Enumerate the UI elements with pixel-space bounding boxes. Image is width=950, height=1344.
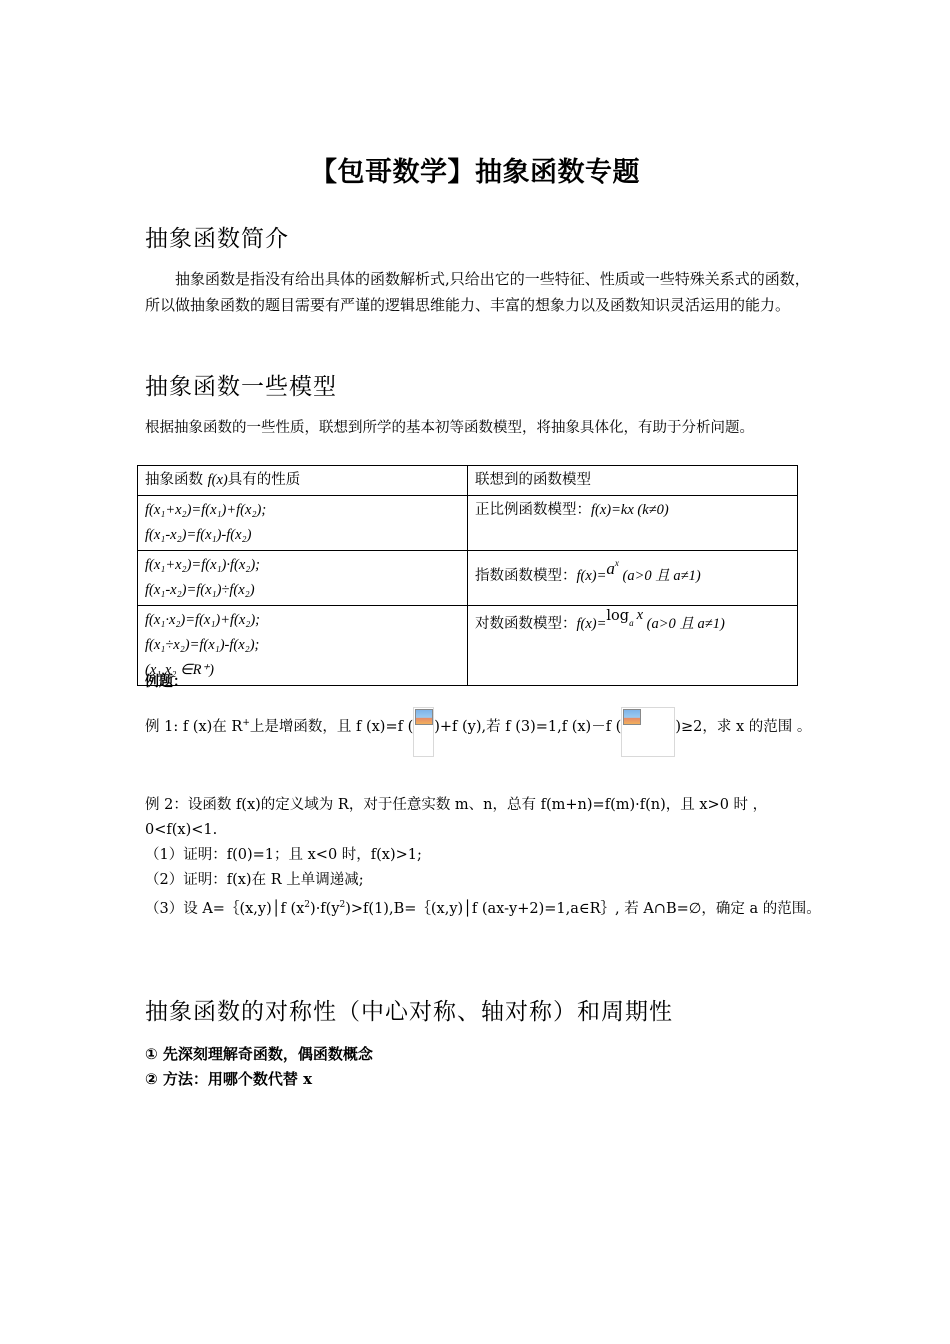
table-cell-properties: f(x₁+x₂)=f(x₁)+f(x₂); f(x₁-x₂)=f(x₁)-f(x₂) — [138, 496, 468, 551]
section-heading-models: 抽象函数一些模型 — [145, 374, 337, 400]
table-row — [138, 606, 798, 686]
models-paragraph: 根据抽象函数的一些性质，联想到所学的基本初等函数模型，将抽象具体化，有助于分析问题。 — [145, 420, 754, 436]
example-2-line-2: 0<f(x)<1. — [145, 822, 218, 838]
table-row — [138, 496, 798, 551]
table-cell-model: 指数函数模型：$f(x)=a^x$ (a>0 且 a≠1) — [468, 551, 798, 606]
example-2-part-3: （3）设 A=｛(x,y)│f $(x^2)\cdot f(y^2)>f(1),B=\{(x,y)│f$ (ax-y+2)=1,a∈R｝, 若 A∩B=∅，确定 a 的范围。 — [145, 900, 821, 917]
intro-paragraph: 抽象函数是指没有给出具体的函数解析式,只给出它的一些特征、性质或一些特殊关系式的函数，所以做抽象函数的题目需要有严谨的逻辑思维能力、丰富的想象力以及函数知识灵活运用的能力。 — [145, 270, 810, 314]
table-cell-properties: f(x₁+x₂)=f(x₁)·f(x₂); f(x₁-x₂)=f(x₁)÷f(x₂) — [138, 551, 468, 606]
page-title: 【包哥数学】抽象函数专题 — [310, 157, 640, 188]
table-header-properties: 抽象函数 f(x)具有的性质 — [138, 466, 468, 496]
table-cell-model: 正比例函数模型：f(x)=kx (k≠0) — [468, 496, 798, 551]
models-table — [137, 465, 798, 686]
table-header-models: 联想到的函数模型 — [468, 466, 798, 496]
table-row — [138, 551, 798, 606]
example-2-part-2: （2）证明：f(x)在 R 上单调递减; — [145, 872, 364, 888]
example-2-line-1: 例 2：设函数 f(x)的定义域为 R，对于任意实数 m、n，总有 f(m+n)=f(m)·f(n)，且 x>0 时 ， — [145, 797, 768, 813]
example-2-part-1: （1）证明：f(0)=1；且 x<0 时，f(x)>1; — [145, 847, 422, 863]
table-cell-properties: f(x₁·x₂)=f(x₁)+f(x₂); f(x₁÷x₂)=f(x₁)-f(x₂); (x₁,x₂ ∈R⁺) — [138, 606, 468, 686]
table-header-row — [138, 466, 798, 496]
broken-image-icon — [413, 707, 434, 757]
symmetry-point-2: ② 方法：用哪个数代替 x — [145, 1070, 313, 1088]
example-1: 例 1: f (x)在 R+上是增函数，且 f (x)=f ( )+f (y),若 f (3)=1,f (x)－f ( )≥2，求 x 的范围 。 — [145, 707, 811, 757]
section-heading-intro: 抽象函数简介 — [145, 226, 289, 252]
examples-label: 例题： — [145, 674, 187, 690]
broken-image-icon — [621, 707, 675, 757]
table-cell-model: 对数函数模型：$f(x)=\log_a$ x (a>0 且 a≠1) — [468, 606, 798, 686]
section-heading-symmetry: 抽象函数的对称性（中心对称、轴对称）和周期性 — [145, 999, 673, 1025]
symmetry-point-1: ① 先深刻理解奇函数，偶函数概念 — [145, 1045, 373, 1063]
